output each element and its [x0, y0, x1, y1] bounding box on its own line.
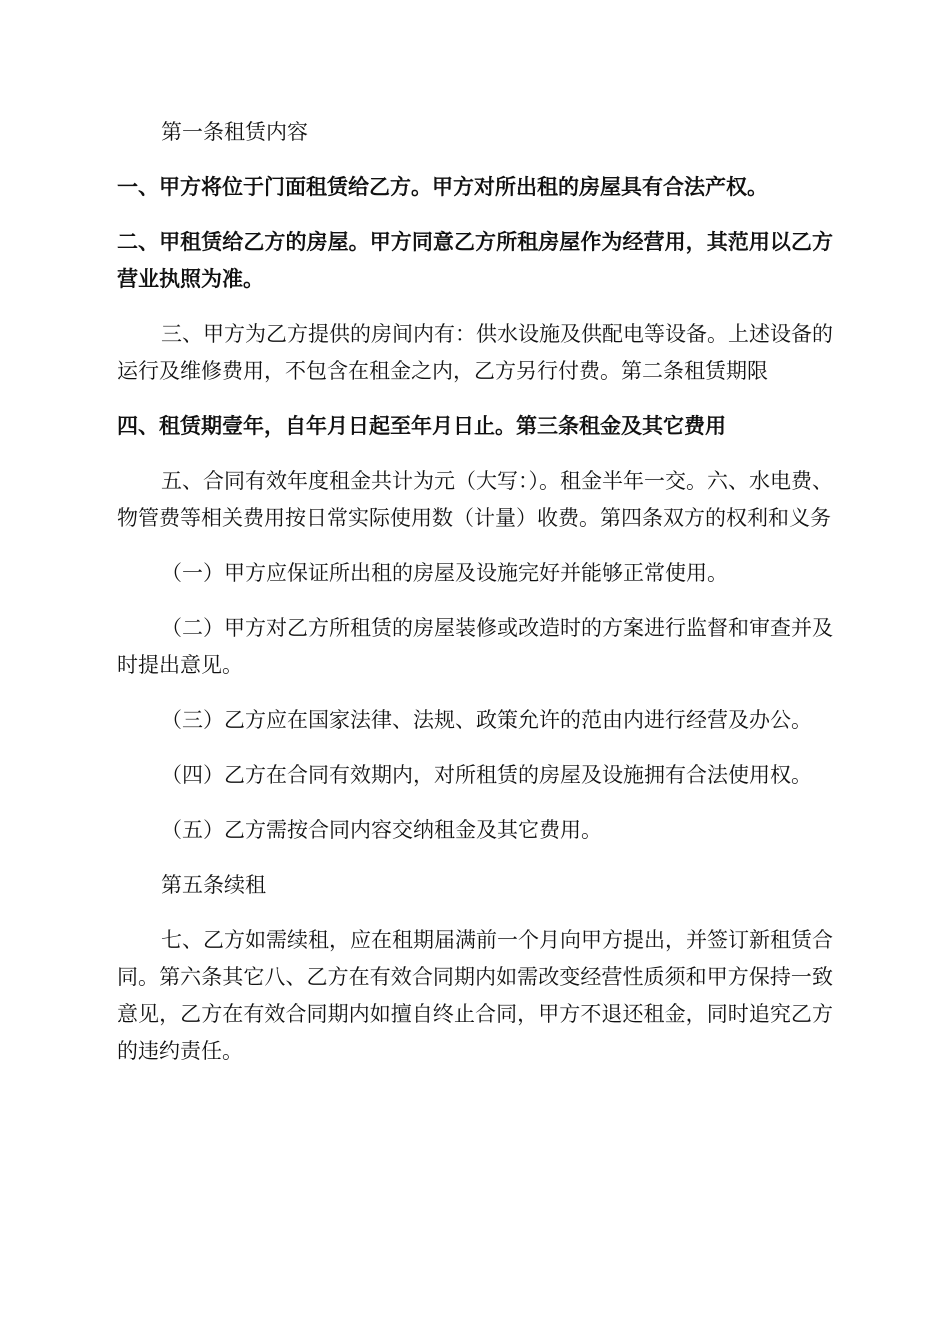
obligation-4: （四）乙方在合同有效期内，对所租赁的房屋及设施拥有合法使用权。 [161, 763, 812, 787]
clause-2: 二、甲租赁给乙方的房屋。甲方同意乙方所租房屋作为经营用，其范用以乙方营业执照为准。 [117, 230, 833, 291]
obligation-1: （一）甲方应保证所出租的房屋及设施完好并能够正常使用。 [161, 561, 728, 585]
clause-1: 一、甲方将位于门面租赁给乙方。甲方对所出租的房屋具有合法产权。 [117, 175, 768, 199]
obligation-3: （三）乙方应在国家法律、法规、政策允许的范由内进行经营及办公。 [161, 708, 812, 732]
clause-3: 三、甲方为乙方提供的房间内有：供水设施及供配电等设备。上述设备的运行及维修费用，不包含在租金之内，乙方另行付费。第二条租赁期限 [117, 322, 833, 383]
section-heading-renewal: 第五条续租 [161, 873, 266, 897]
section-heading-lease-content: 第一条租赁内容 [161, 120, 308, 144]
clause-5: 五、合同有效年度租金共计为元（大写：）。租金半年一交。六、水电费、物管费等相关费用按日常实际使用数（计量）收费。第四条双方的权利和义务 [117, 469, 833, 530]
document-page [117, 114, 833, 1088]
clause-7: 七、乙方如需续租，应在租期届满前一个月向甲方提出，并签订新租赁合同。第六条其它八、乙方在有效合同期内如需改变经营性质须和甲方保持一致意见，乙方在有效合同期内如擅自终止合同，甲方不退还租金，同时追究乙方的违约责任。 [117, 928, 833, 1063]
clause-4: 四、租赁期壹年，自年月日起至年月日止。第三条租金及其它费用 [117, 414, 726, 438]
obligation-5: （五）乙方需按合同内容交纳租金及其它费用。 [161, 818, 602, 842]
obligation-2: （二）甲方对乙方所租赁的房屋装修或改造时的方案进行监督和审查并及时提出意见。 [117, 616, 833, 677]
